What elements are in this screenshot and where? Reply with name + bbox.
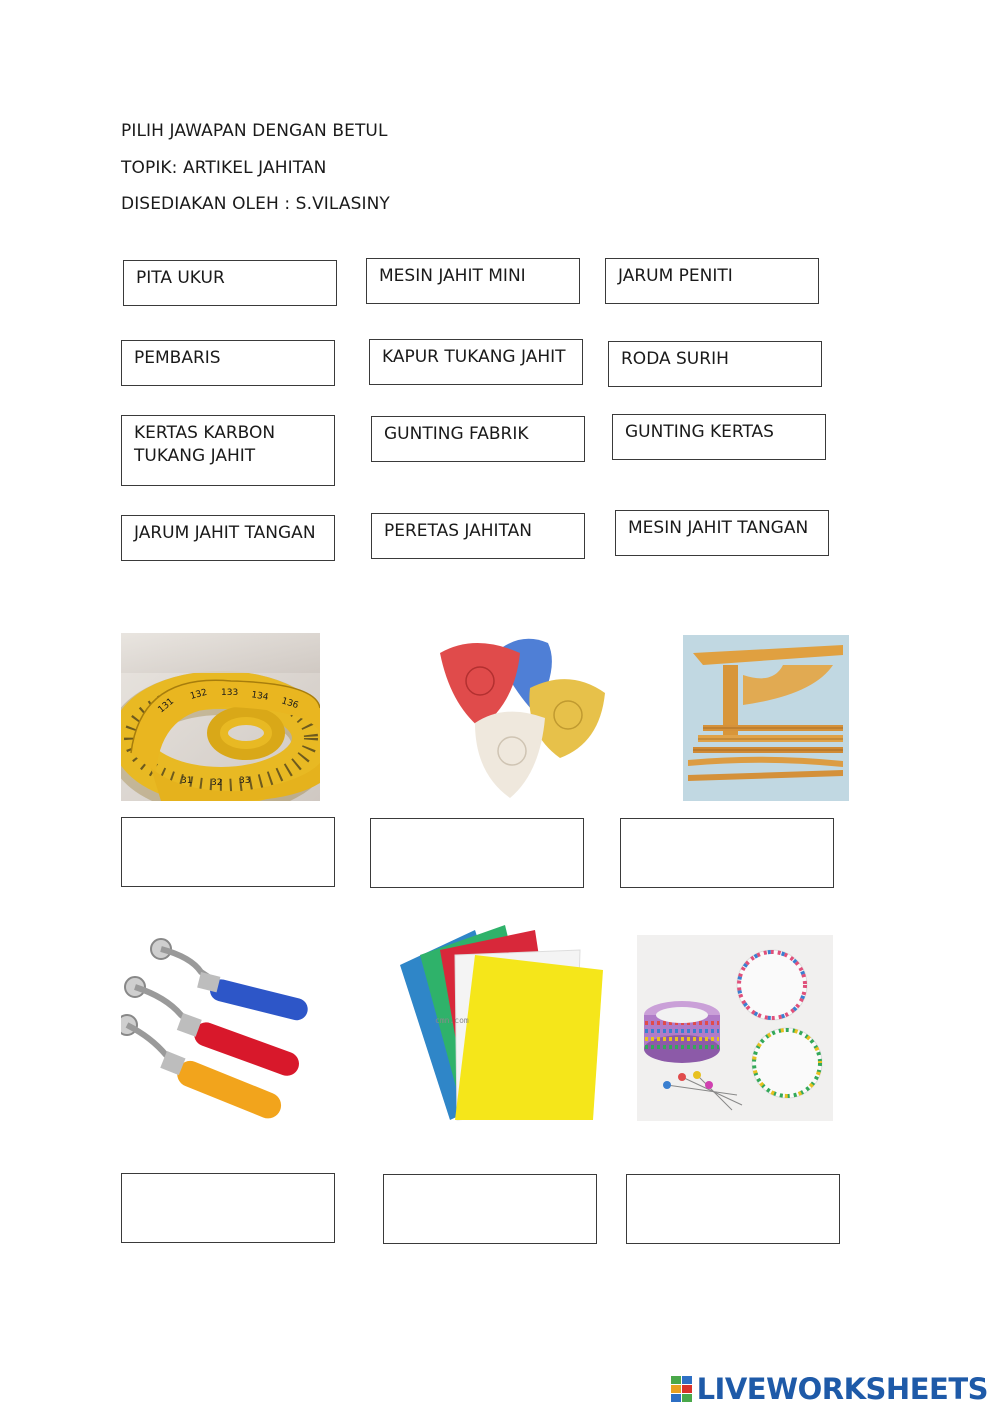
word-kapur-tukang-jahit[interactable]: KAPUR TUKANG JAHIT (369, 339, 583, 385)
answer-box-5[interactable] (383, 1174, 597, 1244)
author-text: DISEDIAKAN OLEH : S.VILASINY (121, 194, 390, 214)
svg-text:132: 132 (189, 687, 209, 702)
svg-text:32: 32 (211, 778, 223, 788)
answer-box-2[interactable] (370, 818, 584, 888)
svg-text:136: 136 (280, 696, 300, 712)
answer-box-6[interactable] (626, 1174, 840, 1244)
svg-text:134: 134 (250, 690, 270, 703)
word-roda-surih[interactable]: RODA SURIH (608, 341, 822, 387)
word-kertas-karbon-tukang-jahit[interactable]: KERTAS KARBON TUKANG JAHIT (121, 415, 335, 486)
watermark-text: cmn.com (435, 1016, 469, 1025)
word-gunting-kertas[interactable]: GUNTING KERTAS (612, 414, 826, 460)
answer-box-4[interactable] (121, 1173, 335, 1243)
instruction-text: PILIH JAWAPAN DENGAN BETUL (121, 121, 388, 141)
liveworksheets-logo-icon (671, 1376, 693, 1402)
rulers-image (683, 635, 849, 801)
carbon-paper-image (395, 925, 605, 1122)
topic-text: TOPIK: ARTIKEL JAHITAN (121, 158, 327, 178)
svg-text:31: 31 (181, 776, 193, 786)
pins-image (637, 935, 833, 1121)
svg-text:133: 133 (221, 688, 239, 698)
word-jarum-peniti[interactable]: JARUM PENITI (605, 258, 819, 304)
brand-name: LIVEWORKSHEETS (696, 1372, 988, 1406)
word-pembaris[interactable]: PEMBARIS (121, 340, 335, 386)
tracing-wheels-image (121, 937, 314, 1122)
word-pita-ukur[interactable]: PITA UKUR (123, 260, 337, 306)
word-jarum-jahit-tangan[interactable]: JARUM JAHIT TANGAN (121, 515, 335, 561)
answer-box-1[interactable] (121, 817, 335, 887)
liveworksheets-logo (671, 1372, 988, 1406)
answer-box-3[interactable] (620, 818, 834, 888)
svg-text:33: 33 (239, 776, 251, 786)
word-mesin-jahit-mini[interactable]: MESIN JAHIT MINI (366, 258, 580, 304)
word-mesin-jahit-tangan[interactable]: MESIN JAHIT TANGAN (615, 510, 829, 556)
word-gunting-fabrik[interactable]: GUNTING FABRIK (371, 416, 585, 462)
measuring-tape-image (121, 633, 320, 801)
svg-text:131: 131 (156, 696, 177, 716)
tailor-chalk-image (420, 633, 615, 801)
word-peretas-jahitan[interactable]: PERETAS JAHITAN (371, 513, 585, 559)
